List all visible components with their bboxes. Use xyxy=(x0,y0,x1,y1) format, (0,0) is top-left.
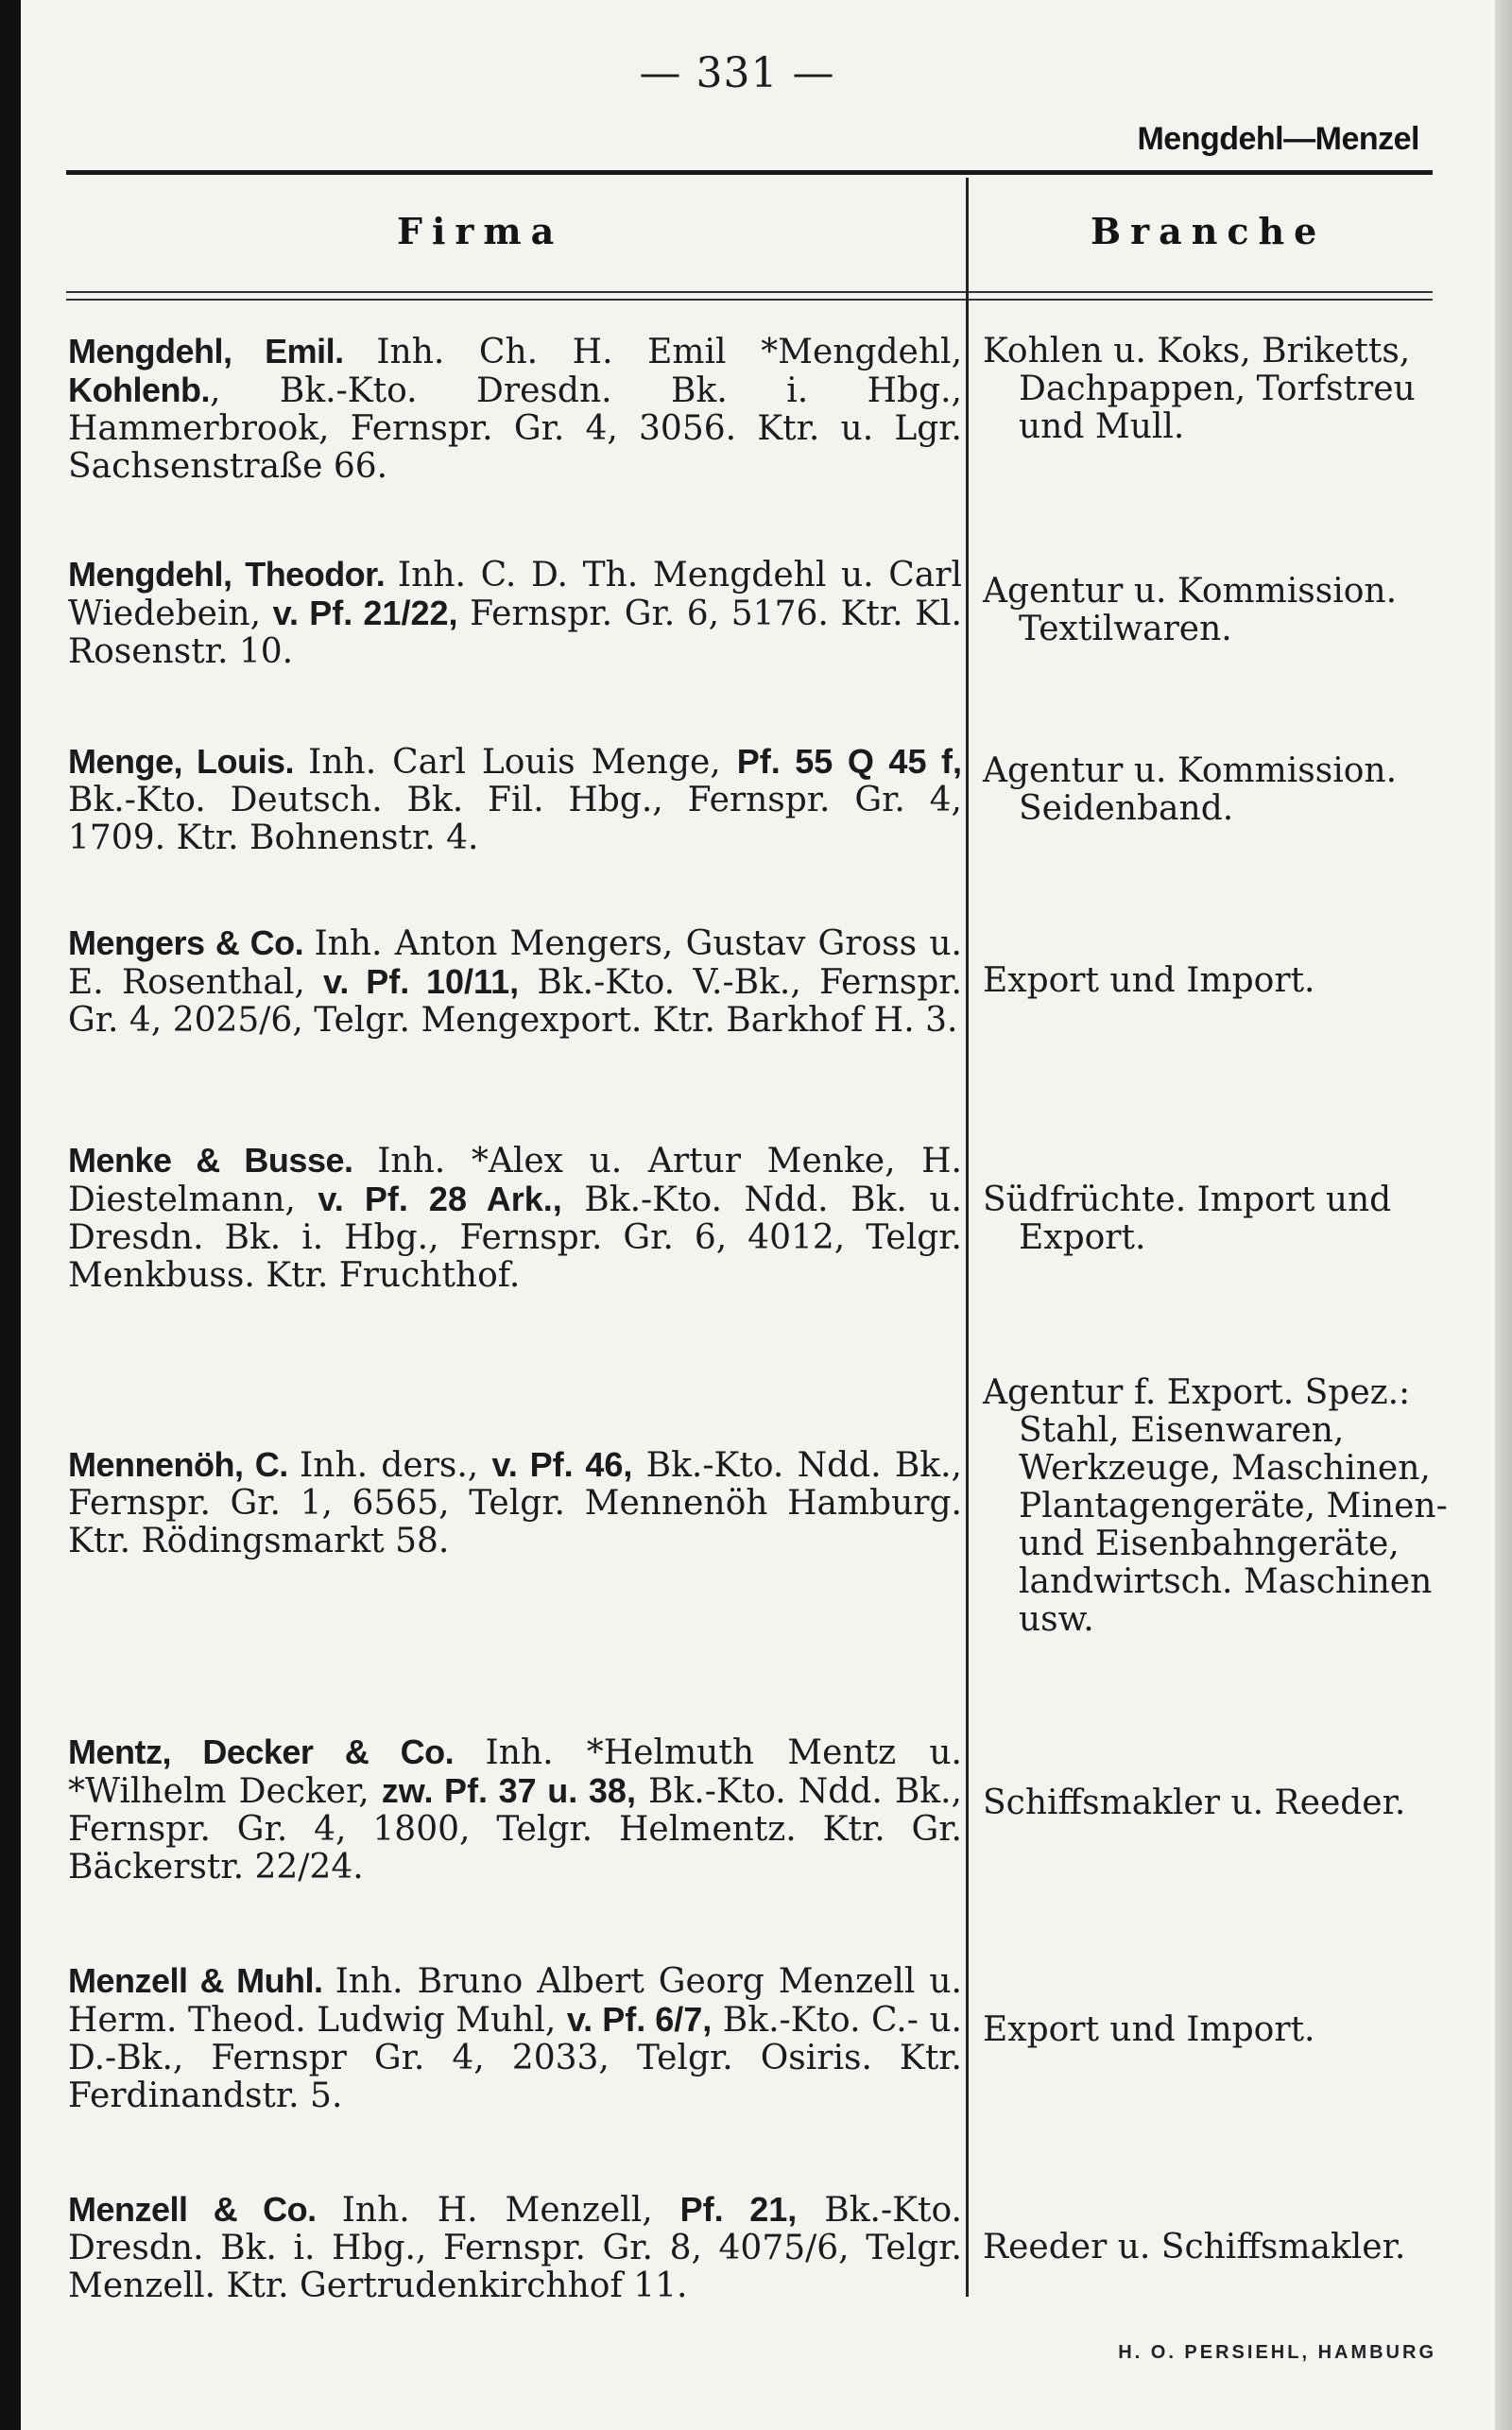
firm-details: Inh. *Helmuth Mentz u. *Wilhelm Decker, xyxy=(68,1733,962,1811)
firm-details: Inh. *Alex u. Artur Menke, H. Diestelmann, xyxy=(68,1142,962,1219)
firm-entry-mennenoeh xyxy=(68,1446,962,1560)
column-header-branche: Branche xyxy=(1091,210,1327,252)
firm-name: Menge, Louis. xyxy=(68,742,309,781)
running-head: Mengdehl—Menzel xyxy=(1137,121,1419,157)
firm-details-cont: Bk.-Kto. C.- u. D.-Bk., Fernspr Gr. 4, 2033, Telgr. Osiris. Ktr. Ferdinandstr. 5. xyxy=(68,2001,962,2115)
branche-entry-mengdehl-emil xyxy=(983,333,1455,446)
firm-sub-name: Kohlenb. xyxy=(68,371,210,409)
firm-details: Inh. Anton Mengers, Gustav Gross u. E. Rosenthal, xyxy=(68,924,962,1002)
branche-text: Kohlen u. Koks, Briketts, xyxy=(983,332,1411,371)
firm-entry-menzell-co xyxy=(68,2191,962,2305)
firm-details: Inh. Bruno Albert Georg Menzell u. Herm. Theod. Ludwig Muhl, xyxy=(68,1962,962,2040)
firm-details: Inh. Ch. H. Emil *Mengdehl, xyxy=(376,333,963,371)
branche-text: Export und Import. xyxy=(983,2010,1315,2049)
firm-name: Mengers & Co. xyxy=(68,923,315,962)
branche-entry-menge-louis xyxy=(983,752,1455,828)
firm-name: Mengdehl, Emil. xyxy=(68,332,377,371)
firm-details-cont: Bk.-Kto. Ndd. Bk., Fernspr. Gr. 1, 6565, Telgr. Mennenöh Hamburg. Ktr. Rödingsmarkt 58. xyxy=(68,1446,962,1560)
branche-entry-menzell-muhl xyxy=(983,2011,1455,2049)
postfach: Pf. 55 Q 45 f, xyxy=(736,742,963,781)
page-edge xyxy=(1495,0,1512,2430)
branche-entry-mengdehl-theodor xyxy=(983,573,1455,648)
header-rule-bottom xyxy=(66,291,1433,293)
firm-details-cont: Bk.-Kto. Ndd. Bk., Fernspr. Gr. 4, 1800, Telgr. Helmentz. Ktr. Gr. Bäckerstr. 22/24. xyxy=(68,1772,962,1887)
firm-entry-mengdehl-theodor xyxy=(68,556,962,671)
branche-text: Agentur u. Kommission. xyxy=(983,572,1398,611)
branche-text: Südfrüchte. Import und xyxy=(983,1181,1392,1219)
firm-entry-mentz-decker xyxy=(68,1733,962,1887)
firm-name: Mengdehl, Theodor. xyxy=(68,555,398,594)
branche-text-cont: Textilwaren. xyxy=(1019,610,1232,648)
firm-entry-mengdehl-emil xyxy=(68,333,962,486)
branche-text-cont: Export. xyxy=(1019,1218,1146,1257)
firm-details-cont: Bk.-Kto. V.-Bk., Fernspr. Gr. 4, 2025/6, Telgr. Mengexport. Ktr. Barkhof H. 3. xyxy=(68,963,962,1040)
firm-details-cont: Fernspr. Gr. 6, 5176. Ktr. Kl. Rosenstr. 10. xyxy=(68,595,962,671)
postfach: Pf. 21, xyxy=(679,2190,798,2229)
firm-details: Inh. Carl Louis Menge, xyxy=(308,743,737,782)
branche-text: Agentur u. Kommission. xyxy=(983,751,1398,790)
firm-name: Menke & Busse. xyxy=(68,1141,378,1180)
branche-text-cont: Seidenband. xyxy=(1019,789,1234,828)
firm-details-cont: Bk.-Kto. Deutsch. Bk. Fil. Hbg., Fernspr. Gr. 4, 1709. Ktr. Bohnenstr. 4. xyxy=(68,781,962,857)
firm-details: Inh. ders., xyxy=(300,1446,492,1485)
postfach: v. Pf. 28 Ark., xyxy=(318,1180,562,1218)
firm-name: Menzell & Co. xyxy=(68,2190,342,2229)
branche-entry-mengers-co xyxy=(983,962,1455,1000)
postfach: v. Pf. 10/11, xyxy=(323,962,520,1001)
firm-name: Mentz, Decker & Co. xyxy=(68,1732,486,1771)
branche-text-cont: Stahl, Eisenwaren, Werkzeuge, Maschinen, Plantagengeräte, Minen- und Eisenbahngeräte, landwirtsch. Maschinen usw. xyxy=(1019,1411,1448,1639)
postfach: v. Pf. 6/7, xyxy=(566,2000,713,2039)
firm-details-cont: Bk.-Kto. Dresdn. Bk. i. Hbg., Fernspr. Gr. 8, 4075/6, Telgr. Menzell. Ktr. Gertrudenkirchhof 11. xyxy=(68,2191,962,2305)
firm-details-cont: Bk.-Kto. Ndd. Bk. u. Dresdn. Bk. i. Hbg., Fernspr. Gr. 6, 4012, Telgr. Menkbuss. Ktr. Fruchthof. xyxy=(68,1181,962,1295)
branche-text-cont: Dachpappen, Torfstreu und Mull. xyxy=(1019,370,1416,446)
branche-entry-menke-busse xyxy=(983,1181,1455,1257)
postfach: zw. Pf. 37 u. 38, xyxy=(381,1771,636,1810)
branche-text: Agentur f. Export. Spez.: xyxy=(983,1373,1411,1412)
firm-details: Inh. H. Menzell, xyxy=(341,2191,680,2230)
binding-edge xyxy=(0,0,21,2430)
branche-entry-mennenoeh xyxy=(983,1374,1455,1639)
firm-name: Mennenöh, C. xyxy=(68,1445,301,1484)
firm-name: Menzell & Muhl. xyxy=(68,1961,335,2000)
column-header-firma: Firma xyxy=(397,210,564,252)
branche-entry-menzell-co xyxy=(983,2229,1455,2266)
column-divider xyxy=(966,178,969,2297)
branche-text: Schiffsmakler u. Reeder. xyxy=(983,1784,1406,1822)
printer-imprint: H. O. PERSIEHL, HAMBURG xyxy=(1118,2342,1436,2363)
header-rule-top xyxy=(66,170,1433,175)
branche-entry-mentz-decker xyxy=(983,1784,1455,1822)
branche-text: Export und Import. xyxy=(983,961,1315,1000)
firm-entry-mengers-co xyxy=(68,924,962,1040)
firm-entry-menke-busse xyxy=(68,1142,962,1295)
firm-details-cont: , Bk.-Kto. Dresdn. Bk. i. Hbg., Hammerbrook, Fernspr. Gr. 4, 3056. Ktr. u. Lgr. Sachsenstraße 66. xyxy=(68,371,962,486)
firm-details: Inh. C. D. Th. Mengdehl u. Carl Wiedebein, xyxy=(68,556,962,633)
postfach: v. Pf. 21/22, xyxy=(272,594,458,632)
header-rule-bottom-double xyxy=(66,299,1433,301)
branche-text: Reeder u. Schiffsmakler. xyxy=(983,2228,1406,2266)
firm-entry-menge-louis xyxy=(68,743,962,857)
firm-entry-menzell-muhl xyxy=(68,1962,962,2115)
postfach: v. Pf. 46, xyxy=(491,1445,633,1484)
page-number: — 331 — xyxy=(639,49,835,97)
